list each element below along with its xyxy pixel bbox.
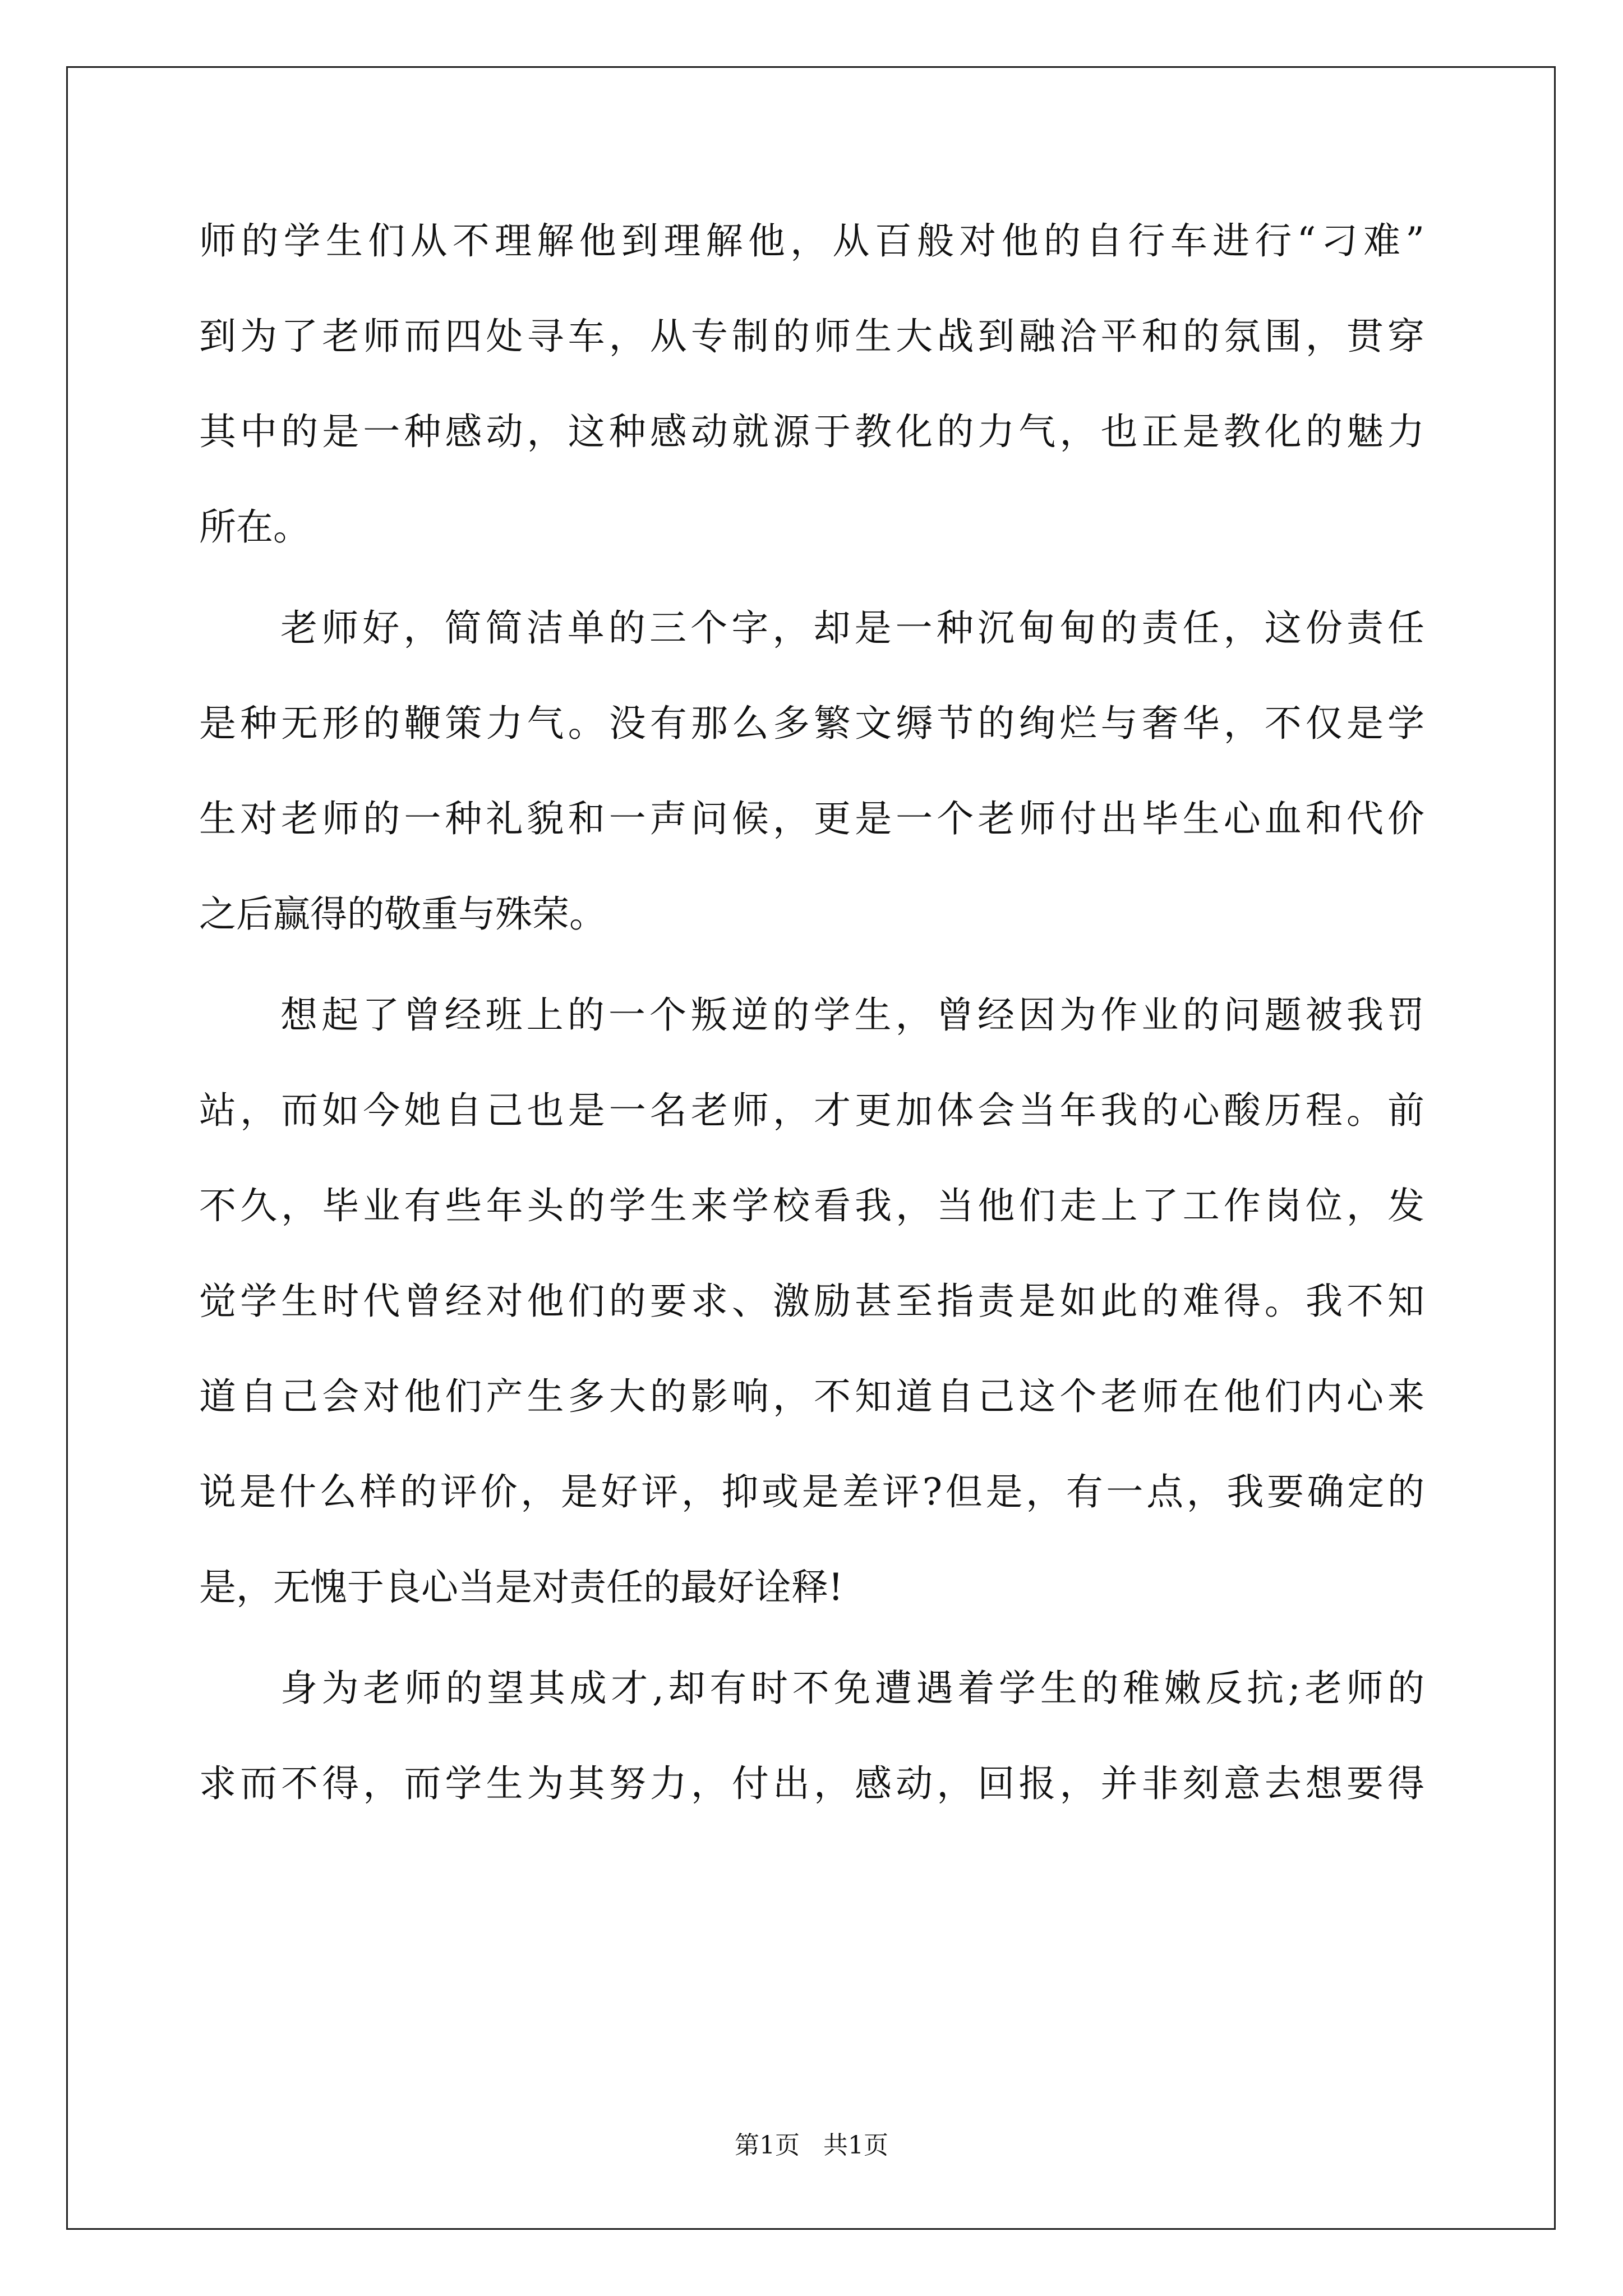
text-line: 说是什么样的评价，是好评，抑或是差评?但是，有一点，我要确定的 <box>199 1470 1424 1513</box>
text-line: 不久，毕业有些年头的学生来学校看我，当他们走上了工作岗位，发 <box>199 1184 1424 1227</box>
page-border <box>66 66 1556 2230</box>
page-number-footer: 第1页 共1页 <box>735 2131 888 2160</box>
text-line: 之后赢得的敬重与殊荣。 <box>199 892 606 936</box>
text-line: 是，无愧于良心当是对责任的最好诠释! <box>199 1566 843 1609</box>
text-line: 身为老师的望其成才,却有时不免遭遇着学生的稚嫩反抗;老师的 <box>280 1667 1424 1710</box>
text-line: 老师好，简简洁单的三个字，却是一种沉甸甸的责任，这份责任 <box>280 606 1424 650</box>
text-line: 想起了曾经班上的一个叛逆的学生，曾经因为作业的问题被我罚 <box>280 993 1424 1037</box>
text-line: 觉学生时代曾经对他们的要求、激励甚至指责是如此的难得。我不知 <box>199 1280 1424 1323</box>
text-line: 所在。 <box>199 505 310 549</box>
text-line: 站，而如今她自己也是一名老师，才更加体会当年我的心酸历程。前 <box>199 1089 1424 1132</box>
text-line: 到为了老师而四处寻车，从专制的师生大战到融洽平和的氛围，贯穿 <box>199 315 1424 358</box>
text-line: 道自己会对他们产生多大的影响，不知道自己这个老师在他们内心来 <box>199 1375 1424 1418</box>
text-line: 生对老师的一种礼貌和一声问候，更是一个老师付出毕生心血和代价 <box>199 797 1424 840</box>
text-line: 求而不得，而学生为其努力，付出，感动，回报，并非刻意去想要得 <box>199 1762 1424 1805</box>
text-line: 师的学生们从不理解他到理解他，从百般对他的自行车进行“刁难” <box>199 219 1424 263</box>
text-line: 其中的是一种感动，这种感动就源于教化的力气，也正是教化的魅力 <box>199 410 1424 453</box>
text-line: 是种无形的鞭策力气。没有那么多繁文缛节的绚烂与奢华，不仅是学 <box>199 702 1424 745</box>
